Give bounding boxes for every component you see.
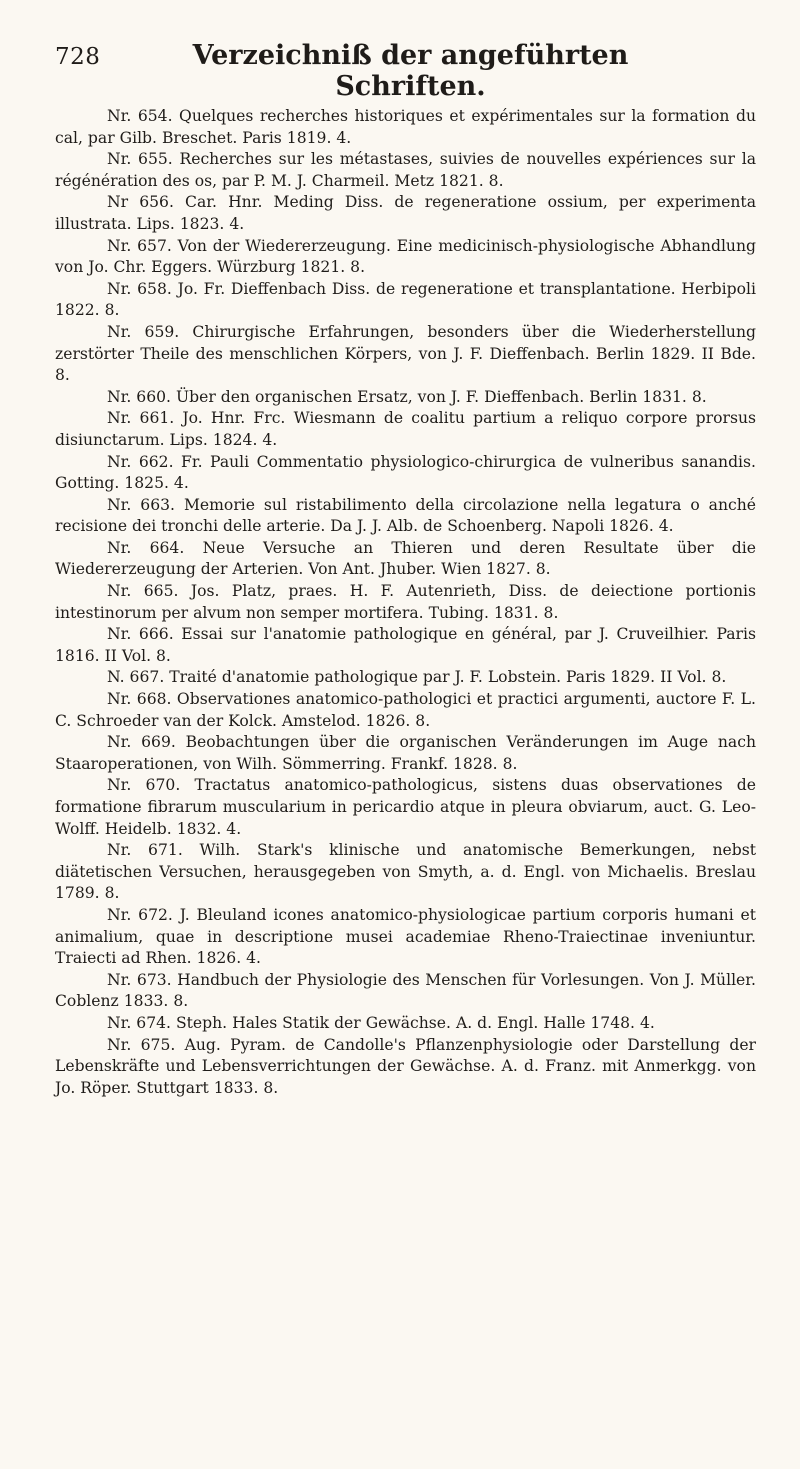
bibliography-entry: Nr. 674. Steph. Hales Statik der Gewächse. A. d. Engl. Halle 1748. 4.	[107, 1013, 655, 1032]
bibliography-entry: Nr. 673. Handbuch der Physiologie des Menschen für Vorlesungen. Von J. Müller. Coblenz 1833. 8.	[55, 970, 756, 1011]
bibliography-entry: Nr. 670. Tractatus anatomico-pathologicus, sistens duas observationes de formatione fibrarum muscularium in pericardio atque in pleura obviarum, auct. G. Leo-Wolff. Heidelb. 1832. 4.	[55, 776, 756, 838]
bibliography-entry: Nr. 672. J. Bleuland icones anatomico-physiologicae partium corporis humani et animalium, quae in descriptione musei academiae Rheno-Traiectinae inveniuntur. Traiecti ad Rhen. 1826. 4.	[55, 905, 756, 968]
bibliography-entry: Nr. 663. Memorie sul ristabilimento della circolazione nella legatura o anché recisione dei tronchi delle arterie. Da J. J. Alb. de Schoenberg. Napoli 1826. 4.	[55, 495, 756, 536]
running-title: Verzeichniß der angeführten Schriften.	[192, 40, 629, 102]
page-number: 728	[55, 44, 101, 70]
bibliography-entry: Nr. 668. Observationes anatomico-pathologici et practici argumenti, auctore F. L. C. Schroeder van der Kolck. Amstelod. 1826. 8.	[55, 690, 756, 730]
bibliography-entry: Nr. 669. Beobachtungen über die organischen Veränderungen im Auge nach Staaroperationen, von Wilh. Sömmerring. Frankf. 1828. 8.	[55, 733, 756, 773]
bibliography-entry: Nr. 661. Jo. Hnr. Frc. Wiesmann de coalitu partium a reliquo corpore prorsus disiunctarum. Lips. 1824. 4.	[55, 409, 756, 449]
bibliography-entry: Nr. 675. Aug. Pyram. de Candolle's Pflanzenphysiologie oder Darstellung der Lebenskräfte und Lebensverrichtungen der Gewächse. A. d. Franz. mit Anmerkgg. von Jo. Röper. Stuttgart 1833. 8.	[55, 1035, 756, 1097]
bibliography-entry: Nr. 665. Jos. Platz, praes. H. F. Autenrieth, Diss. de deiectione portionis intestinorum per alvum non semper mortifera. Tubing. 1831. 8.	[55, 582, 756, 622]
bibliography-entry: Nr. 657. Von der Wiedererzeugung. Eine medicinisch-physiologische Abhandlung von Jo. Chr. Eggers. Würzburg 1821. 8.	[55, 236, 756, 277]
bibliography-entry: Nr. 671. Wilh. Stark's klinische und anatomische Bemerkungen, nebst diätetischen Versuchen, herausgegeben von Smyth, a. d. Engl. von Michaelis. Breslau 1789. 8.	[55, 841, 756, 903]
bibliography-list	[55, 106, 756, 1099]
bibliography-entry: Nr. 659. Chirurgische Erfahrungen, besonders über die Wiederherstellung zerstörter Theile des menschlichen Körpers, von J. F. Dieffenbach. Berlin 1829. II Bde. 8.	[55, 322, 756, 385]
bibliography-entry: Nr. 666. Essai sur l'anatomie pathologique en général, par J. Cruveilhier. Paris 1816. II Vol. 8.	[55, 625, 756, 665]
bibliography-entry: Nr. 664. Neue Versuche an Thieren und deren Resultate über die Wiedererzeugung der Arterien. Von Ant. Jhuber. Wien 1827. 8.	[55, 538, 756, 579]
bibliography-entry: Nr 656. Car. Hnr. Meding Diss. de regeneratione ossium, per experimenta illustrata. Lips. 1823. 4.	[55, 193, 756, 233]
bibliography-entry: N. 667. Traité d'anatomie pathologique par J. F. Lobstein. Paris 1829. II Vol. 8.	[107, 668, 727, 687]
bibliography-entry: Nr. 654. Quelques recherches historiques et expérimentales sur la formation du cal, par Gilb. Breschet. Paris 1819. 4.	[55, 107, 756, 147]
bibliography-entry: Nr. 655. Recherches sur les métastases, suivies de nouvelles expériences sur la régénération des os, par P. M. J. Charmeil. Metz 1821. 8.	[55, 150, 756, 190]
bibliography-entry: Nr. 662. Fr. Pauli Commentatio physiologico-chirurgica de vulneribus sanandis. Gotting. 1825. 4.	[55, 452, 756, 493]
bibliography-entry: Nr. 658. Jo. Fr. Dieffenbach Diss. de regeneratione et transplantatione. Herbipoli 1822. 8.	[55, 279, 756, 320]
bibliography-entry: Nr. 660. Über den organischen Ersatz, von J. F. Dieffenbach. Berlin 1831. 8.	[107, 387, 707, 406]
page-header	[55, 40, 756, 102]
